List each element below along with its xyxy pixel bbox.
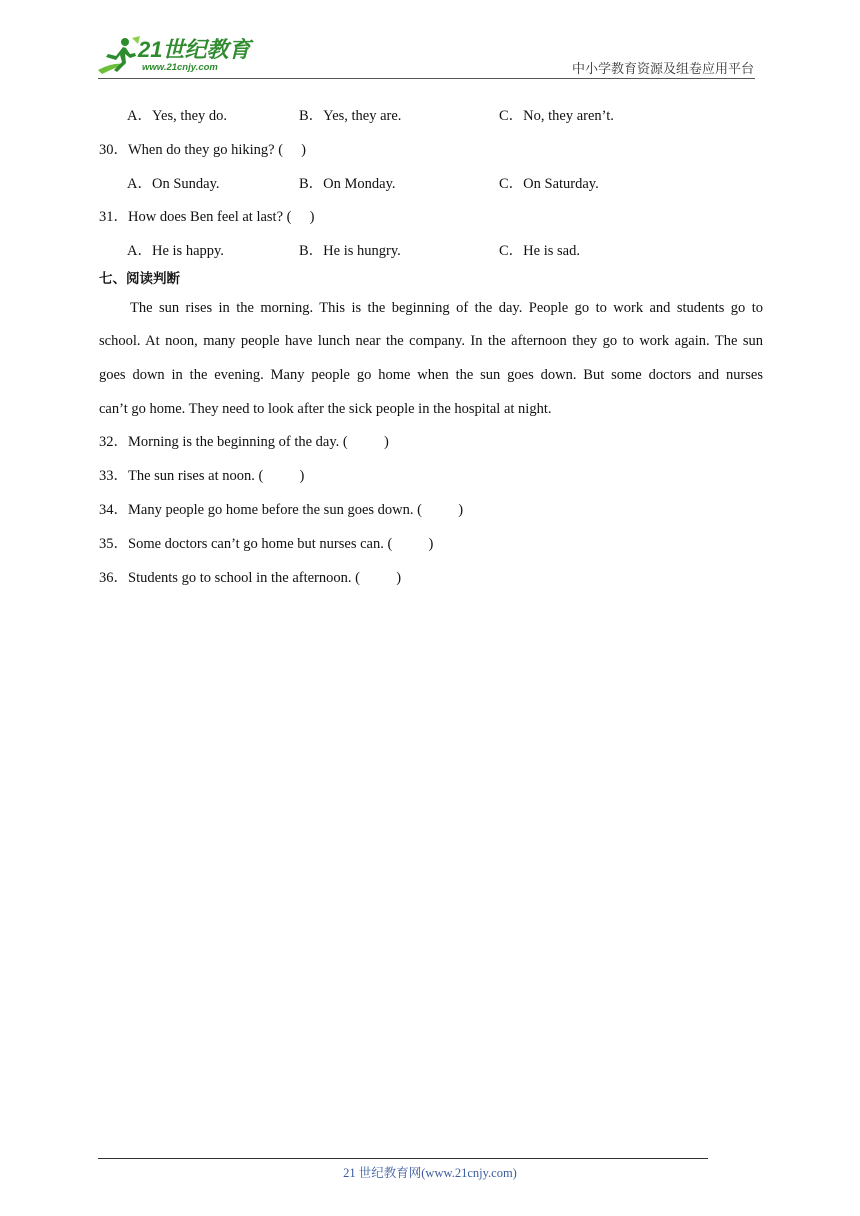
judge-item-32: 32．Morning is the beginning of the day. ( ) [99, 434, 389, 450]
option-c: C．No, they aren’t. [499, 108, 614, 124]
passage-line: school. At noon, many people have lunch near the company. In the afternoon they go to work again. The sun [99, 333, 763, 349]
option-b: B．Yes, they are. [299, 108, 402, 124]
section-title: 七、阅读判断 [99, 271, 180, 287]
site-logo [92, 34, 262, 78]
judge-item-35: 35．Some doctors can’t go home but nurses can. ( ) [99, 536, 434, 552]
option-c: C．On Saturday. [499, 176, 599, 192]
runner-logo-icon [92, 34, 142, 78]
header-platform-text: 中小学教育资源及组卷应用平台 [571, 61, 754, 76]
page-header [0, 0, 860, 80]
option-a: A．On Sunday. [127, 176, 220, 192]
passage-line: can’t go home. They need to look after the sick people in the hospital at night. [99, 401, 552, 417]
option-b: B．He is hungry. [299, 243, 401, 259]
footer-divider [98, 1158, 708, 1159]
question-31: 31．How does Ben feel at last? ( ) [99, 209, 315, 225]
logo-url: www.21cnjy.com [142, 62, 218, 73]
option-a: A．Yes, they do. [127, 108, 228, 124]
passage-line: goes down in the evening. Many people go home when the sun goes down. But some doctors and nurses [99, 367, 763, 383]
option-a: A．He is happy. [127, 243, 224, 259]
judge-item-36: 36．Students go to school in the afternoon. ( ) [99, 570, 402, 586]
question-30: 30．When do they go hiking? ( ) [99, 142, 306, 158]
header-divider [98, 78, 755, 79]
judge-item-33: 33．The sun rises at noon. ( ) [99, 468, 305, 484]
logo-wordmark: 21世纪教育 [138, 37, 251, 62]
passage-line: The sun rises in the morning. This is the beginning of the day. People go to work and students go to [130, 300, 763, 316]
judge-item-34: 34．Many people go home before the sun goes down. ( ) [99, 502, 464, 518]
option-b: B．On Monday. [299, 176, 396, 192]
footer-text: 21 世纪教育网(www.21cnjy.com) [343, 1166, 517, 1180]
option-c: C．He is sad. [499, 243, 580, 259]
